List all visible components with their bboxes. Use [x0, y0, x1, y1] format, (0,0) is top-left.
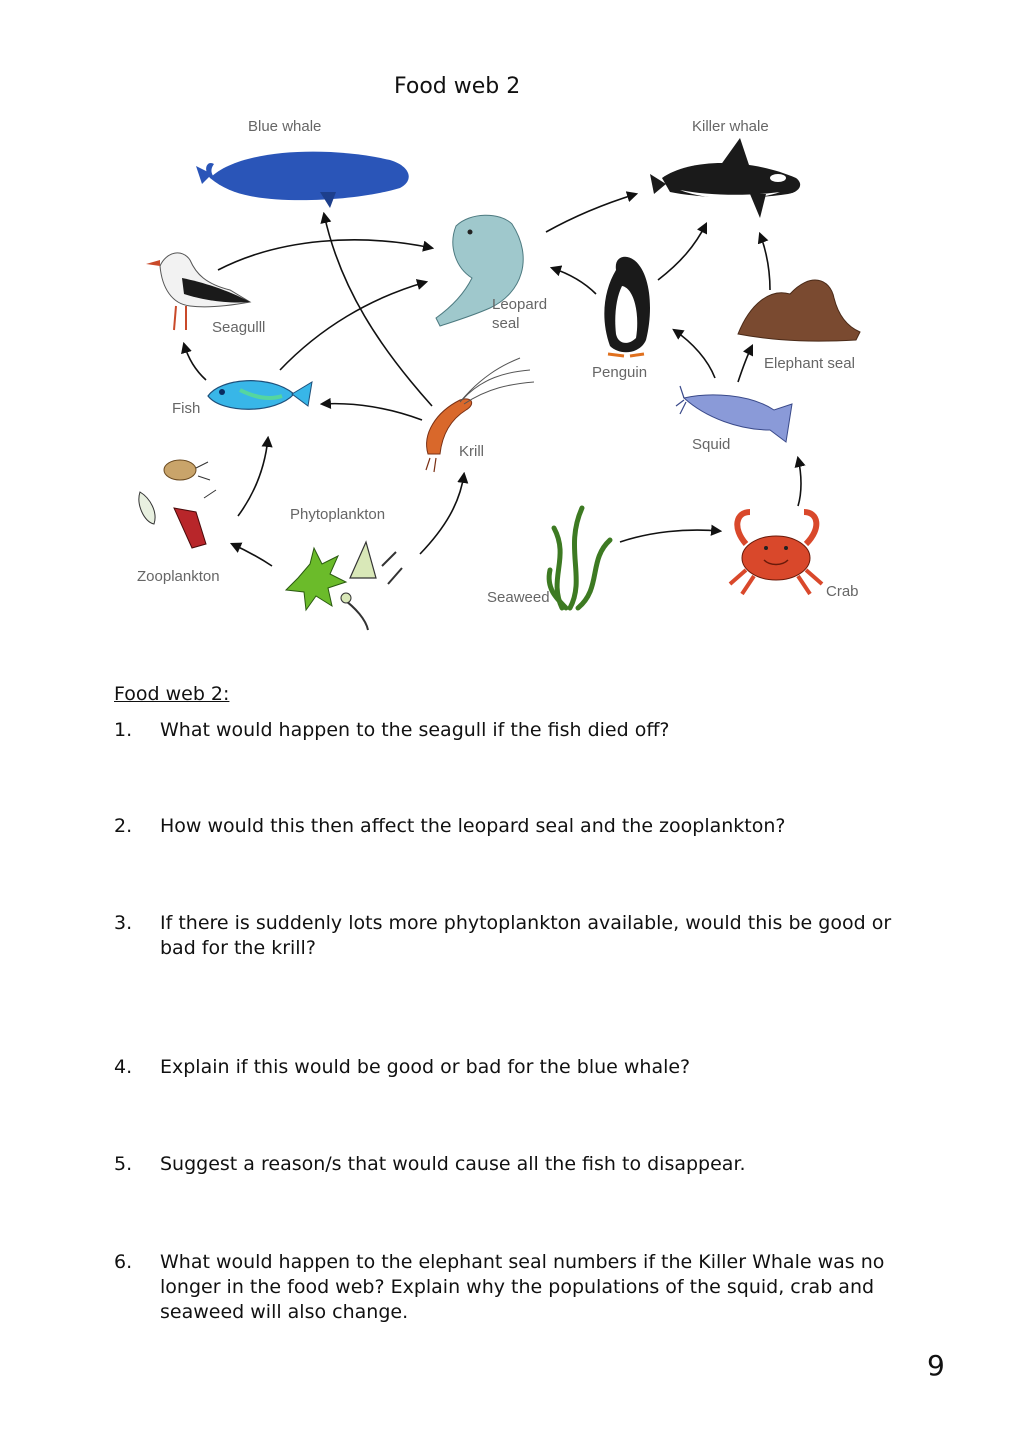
arrow-phytoplankton-to-krill — [420, 474, 464, 554]
question-text: Suggest a reason/s that would cause all the fish to disappear. — [160, 1153, 746, 1175]
question-item — [114, 1152, 914, 1177]
question-item — [114, 1250, 914, 1325]
question-number: 1. — [114, 719, 133, 741]
question-item — [114, 814, 914, 839]
question-number: 6. — [114, 1251, 133, 1273]
label-penguin: Penguin — [592, 364, 648, 381]
label-zooplankton: Zooplankton — [137, 568, 220, 585]
label-elephant-seal: Elephant seal — [764, 355, 855, 372]
arrow-seagull-to-leopard-seal — [218, 240, 432, 270]
arrow-zooplankton-to-fish — [238, 438, 268, 516]
arrow-leopard-seal-to-killer-whale — [546, 194, 636, 232]
label-phytoplankton: Phytoplankton — [290, 506, 386, 523]
label-blue-whale: Blue whale — [248, 118, 322, 135]
arrow-seaweed-to-crab — [620, 530, 720, 542]
label-leopard-seal-line1: Leopard — [492, 296, 548, 313]
crab-icon — [730, 512, 822, 594]
arrow-penguin-to-killer-whale — [658, 224, 706, 280]
question-text: How would this then affect the leopard seal and the zooplankton? — [160, 815, 786, 837]
phytoplankton-icon — [286, 542, 402, 630]
arrow-squid-to-penguin — [674, 330, 715, 378]
question-number: 5. — [114, 1153, 133, 1175]
arrow-elephant-seal-to-killer-whale — [760, 234, 770, 290]
page-number: 9 — [927, 1349, 945, 1382]
label-seagull: Seagulll — [212, 319, 266, 336]
arrow-krill-to-fish — [322, 404, 422, 420]
question-text: What would happen to the elephant seal numbers if the Killer Whale was no longer in the food web? Explain why the populations of the squid, crab and seaweed will also change. — [160, 1251, 885, 1323]
question-text: What would happen to the seagull if the fish died off? — [160, 719, 670, 741]
question-number: 3. — [114, 912, 133, 934]
page-title: Food web 2 — [394, 74, 521, 99]
questions-heading: Food web 2: — [114, 683, 230, 705]
arrow-penguin-to-leopard-seal — [552, 268, 596, 294]
question-text: If there is suddenly lots more phytoplankton available, would this be good or bad for the krill? — [160, 912, 892, 959]
arrow-crab-to-squid — [798, 458, 801, 506]
label-killer-whale: Killer whale — [692, 118, 769, 135]
killer-whale-icon — [650, 138, 800, 218]
label-krill: Krill — [459, 443, 484, 460]
question-number: 4. — [114, 1056, 133, 1078]
food-web-diagram — [110, 108, 890, 638]
label-fish: Fish — [172, 400, 201, 417]
arrow-krill-to-blue-whale — [324, 214, 432, 406]
question-number: 2. — [114, 815, 133, 837]
label-squid: Squid — [692, 436, 731, 453]
fish-icon — [208, 381, 312, 410]
seaweed-icon — [549, 508, 610, 608]
question-text: Explain if this would be good or bad for the blue whale? — [160, 1056, 691, 1078]
elephant-seal-icon — [738, 280, 860, 341]
question-item — [114, 911, 914, 961]
blue-whale-icon — [196, 152, 409, 208]
question-item — [114, 1055, 914, 1080]
arrow-squid-to-elephant-seal — [738, 346, 752, 382]
label-seaweed: Seaweed — [487, 589, 550, 606]
label-leopard-seal-line2: seal — [492, 315, 520, 332]
arrow-fish-to-seagull — [184, 344, 206, 380]
squid-icon — [676, 386, 792, 442]
arrow-phytoplankton-to-zooplankton — [232, 544, 272, 566]
zooplankton-icon — [139, 460, 216, 548]
label-crab: Crab — [826, 583, 859, 600]
penguin-icon — [604, 257, 650, 356]
question-item — [114, 718, 914, 743]
